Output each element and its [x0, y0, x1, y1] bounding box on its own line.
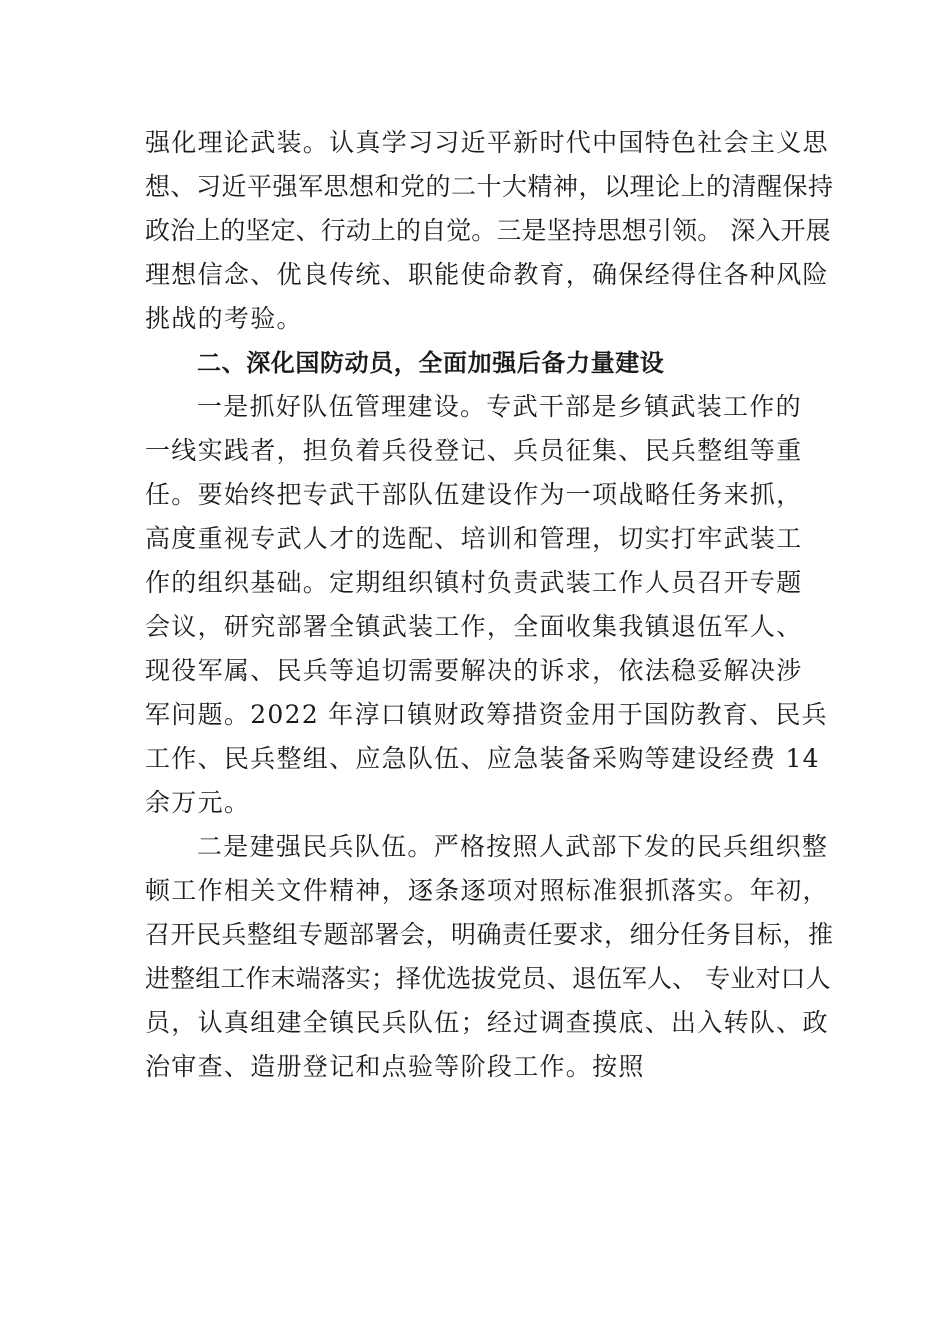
- text-line: 余万元。: [145, 788, 251, 817]
- text-line: 工作、民兵整组、应急队伍、应急装备采购等建设经费 14: [145, 744, 820, 773]
- paragraph-team-management: [145, 385, 835, 825]
- text-line: 作的组织基础。定期组织镇村负责武装工作人员召开专题: [145, 568, 803, 597]
- text-line: 挑战的考验。: [145, 304, 303, 333]
- text-line: 现役军属、民兵等追切需要解决的诉求，依法稳妥解决涉: [145, 656, 803, 685]
- document-body: [145, 121, 835, 1089]
- section-heading: 二、深化国防动员，全面加强后备力量建设: [197, 349, 665, 377]
- text-line: 强化理论武装。认真学习习近平新时代中国特色社会主义思: [145, 128, 829, 157]
- text-line: 任。要始终把专武干部队伍建设作为一项战略任务来抓，: [145, 480, 803, 509]
- text-line: 二是建强民兵队伍。严格按照人武部下发的民兵组织整: [197, 832, 829, 861]
- text-line: 一线实践者，担负着兵役登记、兵员征集、民兵整组等重: [145, 436, 803, 465]
- text-line: 理想信念、优良传统、职能使命教育，确保经得住各种风险: [145, 260, 829, 289]
- text-line: 顿工作相关文件精神，逐条逐项对照标准狠抓落实。年初，: [145, 876, 829, 905]
- text-line: 召开民兵整组专题部署会，明确责任要求，细分任务目标，推: [145, 920, 834, 949]
- text-line: 进整组工作末端落实；择优选拔党员、退伍军人、 专业对口人: [145, 964, 831, 993]
- text-line: 政治上的坚定、行动上的自觉。三是坚持思想引领。 深入开展: [145, 216, 831, 245]
- paragraph-militia: [145, 825, 835, 1089]
- text-line: 军问题。2022 年淳口镇财政筹措资金用于国防教育、民兵: [145, 700, 828, 729]
- intro-paragraph: [145, 121, 835, 341]
- text-line: 想、习近平强军思想和党的二十大精神，以理论上的清醒保持: [145, 172, 834, 201]
- text-line: 员，认真组建全镇民兵队伍；经过调查摸底、出入转队、政: [145, 1008, 829, 1037]
- text-line: 一是抓好队伍管理建设。专武干部是乡镇武装工作的: [197, 392, 802, 421]
- text-line: 治审查、造册登记和点验等阶段工作。按照: [145, 1052, 645, 1081]
- text-line: 会议，研究部署全镇武装工作，全面收集我镇退伍军人、: [145, 612, 803, 641]
- text-line: 高度重视专武人才的选配、培训和管理，切实打牢武装工: [145, 524, 803, 553]
